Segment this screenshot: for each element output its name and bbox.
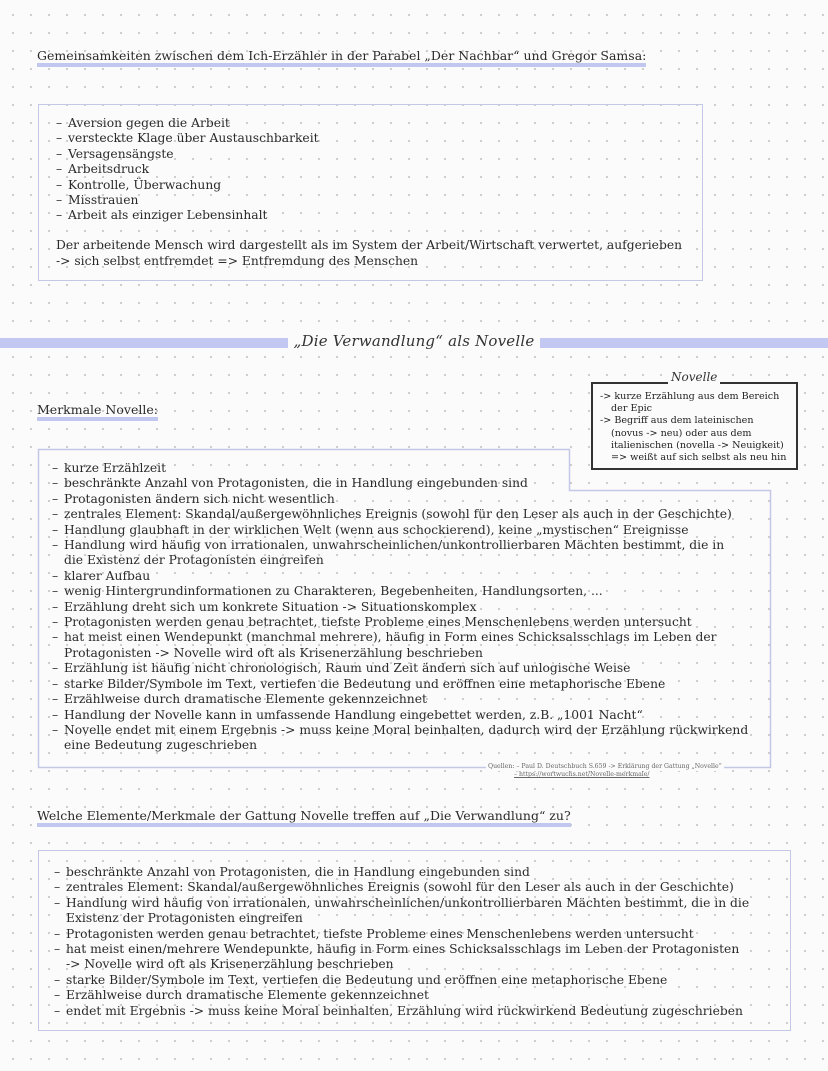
section2-list bbox=[52, 461, 748, 754]
definition-line: -> kurze Erzählung aus dem Bereich bbox=[600, 391, 780, 402]
section3-list bbox=[54, 865, 749, 1019]
list-item: – beschränkte Anzahl von Protagonisten, die in Handlung eingebunden sind bbox=[52, 476, 528, 491]
list-item: – Protagonisten werden genau betrachtet, tiefste Probleme eines Menschenlebens werden untersucht bbox=[54, 926, 694, 941]
list-item: – Handlung wird häufig von irrationalen, unwahrscheinlichen/unkontrollierbaren Mächten bestimmt, die in die Existenz der Protagonisten eingreifen bbox=[54, 895, 750, 926]
list-item: – Arbeit als einziger Lebensinhalt bbox=[56, 208, 268, 223]
definition-line: => weißt auf sich selbst als neu hin bbox=[611, 452, 787, 464]
list-item: – Erzählweise durch dramatische Elemente gekennzeichnet bbox=[52, 692, 427, 707]
list-item: – Erzählweise durch dramatische Elemente gekennzeichnet bbox=[54, 988, 429, 1003]
definition-line: italienischen (novella -> Neuigkeit) bbox=[611, 439, 784, 451]
section3-heading: Welche Elemente/Merkmale der Gattung Novelle treffen auf „Die Verwandlung“ zu? bbox=[37, 809, 571, 827]
list-item: – Erzählung dreht sich um konkrete Situation -> Situationskomplex bbox=[52, 599, 477, 614]
list-item: – wenig Hintergrundinformationen zu Charakteren, Begebenheiten, Handlungsorten, ... bbox=[52, 584, 603, 599]
section2-title: „Die Verwandlung“ als Novelle bbox=[288, 330, 541, 352]
definition-line: -> Begriff aus dem lateinischen bbox=[600, 415, 754, 427]
list-item: – Aversion gegen die Arbeit bbox=[56, 116, 230, 130]
section2-heading: Merkmale Novelle: bbox=[37, 403, 158, 421]
list-item: – Novelle endet mit einem Ergebnis -> muss keine Moral beinhalten, dadurch wird der Erzählung rückwirkend eine Bedeutung zugeschrieben bbox=[52, 722, 749, 753]
list-item: – hat meist einen Wendepunkt (manchmal mehrere), häufig in Form eines Schicksalsschlags im Leben der Protagonisten -> Novelle wird oft als Krisenerzählung beschrieben bbox=[52, 630, 717, 660]
definition-line: (novus -> neu) oder aus dem bbox=[611, 427, 752, 439]
list-item: – Kontrolle, Überwachung bbox=[56, 177, 222, 192]
list-item: – klarer Aufbau bbox=[52, 568, 151, 583]
definition-line: der Epic bbox=[611, 403, 653, 415]
list-item: – Protagonisten werden genau betrachtet, tiefste Probleme eines Menschenlebens werden untersucht bbox=[52, 615, 692, 630]
list-item: – Arbeitsdruck bbox=[56, 162, 150, 177]
list-item: – Protagonisten ändern sich nicht wesentlich bbox=[52, 491, 335, 506]
list-item: – Versagensängste bbox=[56, 146, 174, 161]
list-item: – versteckte Klage über Austauschbarkeit bbox=[56, 131, 319, 146]
list-item: – beschränkte Anzahl von Protagonisten, die in Handlung eingebunden sind bbox=[54, 865, 530, 879]
list-item: – Handlung glaubhaft in der wirklichen Welt (wenn aus schockierend), keine „mystischen“ Ereignisse bbox=[52, 522, 689, 537]
list-item: – kurze Erzählzeit bbox=[52, 461, 167, 475]
list-item: – Misstrauen bbox=[56, 193, 139, 208]
list-item: – Erzählung ist häufig nicht chronologisch, Raum und Zeit ändern sich auf unlogische Weise bbox=[52, 661, 631, 676]
list-item: – endet mit Ergebnis -> muss keine Moral beinhalten, Erzählung wird rückwirkend Bedeutung zugeschrieben bbox=[54, 1003, 743, 1018]
list-item: – zentrales Element: Skandal/außergewöhnliches Ereignis (sowohl für den Leser als auch in der Geschichte) bbox=[54, 880, 734, 895]
list-item: – hat meist einen/mehrere Wendepunkte, häufig in Form eines Schicksalsschlags im Leben der Protagonisten -> Novelle wird oft als Krisenerzählung beschrieben bbox=[54, 942, 740, 972]
list-item: – starke Bilder/Symbole im Text, vertiefen die Bedeutung und eröffnen eine metaphorische Ebene bbox=[54, 972, 668, 987]
list-item: – zentrales Element: Skandal/außergewöhnliches Ereignis (sowohl für den Leser als auch in der Geschichte) bbox=[52, 507, 732, 522]
sources-link[interactable]: – https://wortwuchs.net/Novelle-merkmale/ bbox=[514, 771, 650, 778]
novelle-box-title: Novelle bbox=[668, 369, 720, 385]
list-item: – Handlung der Novelle kann in umfassende Handlung eingebettet werden, z.B. „1001 Nacht“ bbox=[52, 707, 643, 722]
sources-line1: Quellen: – Paul D. Deutschbuch S.659 -> Erklärung der Gattung „Novelle“ bbox=[488, 763, 722, 770]
section1-conclusion-line2: -> sich selbst entfremdet => Entfremdung des Menschen bbox=[56, 254, 419, 268]
section1-heading: Gemeinsamkeiten zwischen dem Ich-Erzähler in der Parabel „Der Nachbar“ und Gregor Samsa: bbox=[37, 49, 646, 67]
list-item: – Handlung wird häufig von irrationalen, unwahrscheinlichen/unkontrollierbaren Mächten bestimmt, die in die Existenz der Protagonisten eingreifen bbox=[52, 538, 725, 568]
section1-conclusion-line1: Der arbeitende Mensch wird dargestellt als im System der Arbeit/Wirtschaft verwertet, aufgerieben bbox=[56, 238, 683, 252]
list-item: – starke Bilder/Symbole im Text, vertiefen die Bedeutung und eröffnen eine metaphorische Ebene bbox=[52, 676, 666, 691]
